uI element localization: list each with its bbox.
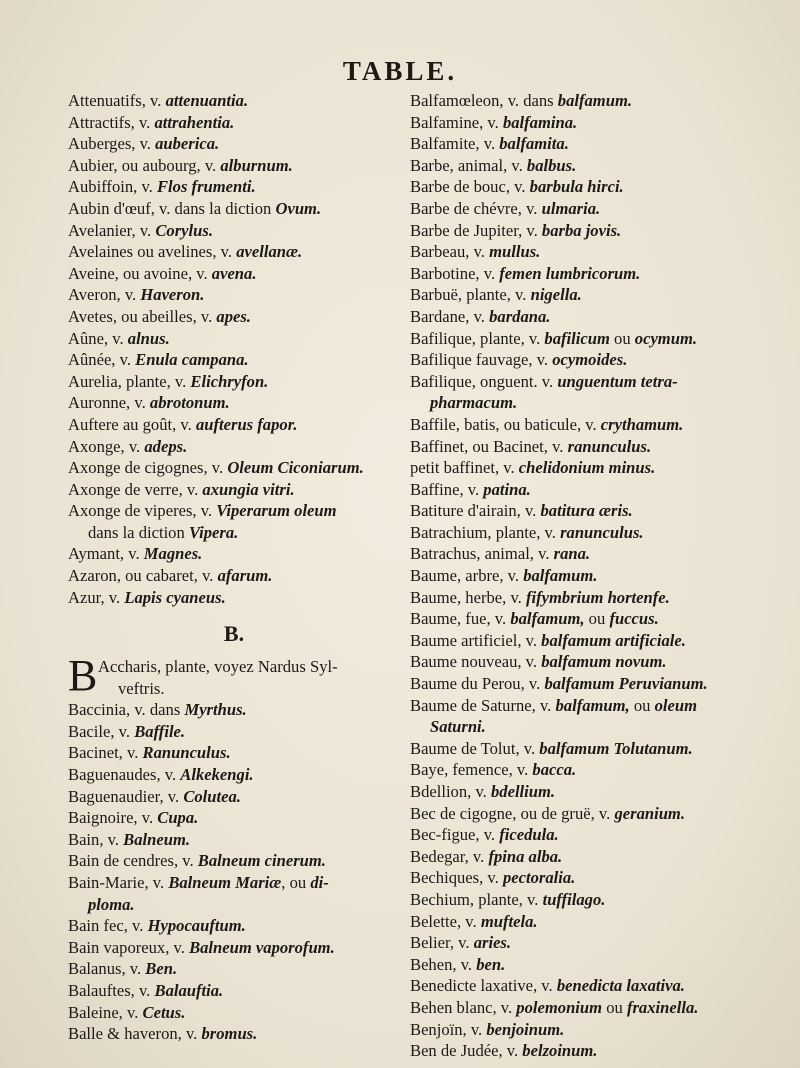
- entry-french: Auberges, v.: [68, 134, 151, 154]
- index-entry: [410, 932, 732, 954]
- entry-cont-latin: ploma.: [88, 894, 135, 914]
- entry-tail: ou: [602, 997, 623, 1017]
- entry-latin: femen lumbricorum.: [499, 263, 641, 283]
- index-entry: [68, 328, 400, 350]
- entry-latin: belzoinum.: [522, 1041, 598, 1061]
- entry-tail-latin: ocymum.: [634, 328, 697, 348]
- index-entry: [68, 436, 400, 458]
- dropcap-entry-latin: Nardus Syl-: [257, 657, 338, 677]
- entry-french: Baume, arbre, v.: [410, 566, 520, 586]
- entry-french: Aurelia, plante, v.: [68, 371, 187, 391]
- entry-french: Bechium, plante, v.: [410, 889, 539, 909]
- index-entry: [68, 500, 400, 543]
- entry-french: Bedegar, v.: [410, 846, 485, 866]
- index-entry: [410, 954, 732, 976]
- entry-tail-latin: fuccus.: [609, 609, 659, 629]
- entry-latin: bromus.: [201, 1024, 258, 1044]
- entry-french: Baguenaudier, v.: [68, 786, 180, 806]
- entry-latin: fpina alba.: [488, 846, 563, 866]
- index-entry: [410, 630, 732, 652]
- entry-latin: bacca.: [532, 760, 577, 780]
- entry-french: Ben de Judée, v.: [410, 1041, 519, 1061]
- entry-french: Axonge de verre, v.: [68, 479, 199, 499]
- index-entry: [68, 155, 400, 177]
- entry-french: Attractifs, v.: [68, 112, 151, 132]
- index-entry: [68, 112, 400, 134]
- index-entry: [68, 263, 400, 285]
- entry-french: Averon, v.: [68, 285, 137, 305]
- entry-french: Baume artificiel, v.: [410, 630, 538, 650]
- entry-latin: Magnes.: [143, 544, 203, 564]
- index-entry: [410, 436, 732, 458]
- entry-french: Aubiffoin, v.: [68, 177, 153, 197]
- entry-french: Behen blanc, v.: [410, 997, 513, 1017]
- entry-french: Bec-figue, v.: [410, 825, 496, 845]
- entry-french: Baume nouveau, v.: [410, 652, 538, 672]
- entry-latin: afarum.: [217, 566, 273, 586]
- entry-tail: ou: [629, 695, 651, 715]
- entry-latin: muftela.: [480, 911, 538, 931]
- entry-tail: , ou: [281, 873, 307, 892]
- entry-latin: Viperarum oleum: [216, 501, 337, 521]
- index-entry: [68, 392, 400, 414]
- entry-latin: chelidonium minus.: [518, 458, 656, 478]
- entry-french: Axonge, v.: [68, 436, 141, 456]
- entry-french: Attenuatifs, v.: [68, 91, 162, 110]
- entry-french: Bain de cendres, v.: [68, 851, 194, 871]
- drop-cap: B: [68, 651, 98, 701]
- entry-latin: nigella.: [530, 285, 582, 305]
- index-entry: [68, 915, 400, 937]
- entry-latin: Colutea.: [183, 786, 241, 806]
- entry-latin: Ranunculus.: [142, 743, 231, 763]
- entry-latin: attrahentia.: [154, 112, 235, 132]
- index-entry: [68, 90, 400, 112]
- entry-french: Balfamine, v.: [410, 112, 499, 132]
- entry-latin: fifymbrium hortenfe.: [525, 587, 670, 607]
- entry-french: Barbuë, plante, v.: [410, 285, 527, 305]
- entry-french: Belette, v.: [410, 911, 477, 931]
- entry-french: Baffinet, ou Bacinet, v.: [410, 436, 564, 456]
- entry-french: Bain, v.: [68, 829, 120, 849]
- entry-latin: Balneum vaporofum.: [189, 937, 335, 957]
- index-entry: [410, 90, 732, 112]
- entry-french: Bafilique fauvage, v.: [410, 350, 549, 370]
- entry-latin: balfamum Peruvianum.: [544, 674, 708, 694]
- entry-french: Avelaines ou avelines, v.: [68, 242, 233, 262]
- entry-french: Baguenaudes, v.: [68, 765, 177, 785]
- entry-latin: tuffilago.: [542, 889, 606, 909]
- entry-tail-latin: oleum: [654, 695, 698, 715]
- entry-tail: ou: [584, 609, 606, 629]
- entry-latin: Balauftia.: [154, 980, 224, 1000]
- entry-latin: ocymoides.: [552, 350, 628, 370]
- entry-latin: mullus.: [489, 242, 541, 262]
- index-entry: [410, 803, 732, 825]
- entry-french: Bacinet, v.: [68, 743, 139, 763]
- entry-french: Bardane, v.: [410, 306, 485, 326]
- entry-latin: Flos frumenti.: [156, 177, 256, 197]
- entry-latin: balfamum artificiale.: [541, 630, 686, 650]
- entry-french: Bacile, v.: [68, 721, 131, 741]
- entry-french: Axonge de cigognes, v.: [68, 458, 224, 478]
- entry-french: Auronne, v.: [68, 393, 146, 413]
- index-entry: [410, 349, 732, 371]
- entry-latin: Baffile.: [134, 721, 186, 741]
- entry-latin: balfamum.: [557, 91, 632, 110]
- entry-french: Bafilique, onguent. v.: [410, 371, 554, 391]
- entry-latin: Ben.: [145, 959, 178, 979]
- index-entry: [410, 975, 732, 997]
- entry-french: Baye, femence, v.: [410, 760, 529, 780]
- entry-latin: avellanæ.: [236, 242, 303, 262]
- index-entry: [68, 565, 400, 587]
- entry-french: Bechiques, v.: [410, 868, 499, 888]
- dropcap-entry: [68, 651, 400, 701]
- entry-french: Baume, herbe, v.: [410, 587, 522, 607]
- entry-french: Barbe de chévre, v.: [410, 198, 538, 218]
- section-letter-b: B.: [223, 621, 245, 647]
- entry-latin: apes.: [216, 306, 251, 326]
- entry-french: Bec de cigogne, ou de gruë, v.: [410, 803, 611, 823]
- index-entry: [410, 500, 732, 522]
- index-entry: [68, 1023, 400, 1045]
- entry-french: Benjoïn, v.: [410, 1019, 483, 1039]
- entry-french: Bain fec, v.: [68, 916, 144, 936]
- entry-latin: rana.: [553, 544, 591, 564]
- entry-continuation: [68, 894, 400, 916]
- index-entry: [410, 781, 732, 803]
- index-entry: [410, 133, 732, 155]
- index-entry: [410, 220, 732, 242]
- index-entry: [68, 306, 400, 328]
- entry-french: Avelanier, v.: [68, 220, 152, 240]
- right-entries: [410, 90, 732, 1062]
- dropcap-entry-text: Accharis, plante, voyez: [98, 657, 254, 677]
- entry-cont-french: dans la diction: [88, 522, 185, 542]
- entry-french: Axonge de viperes, v.: [68, 501, 213, 521]
- index-entry: [410, 328, 732, 350]
- entry-french: Barbeau, v.: [410, 242, 485, 262]
- index-entry: [410, 284, 732, 306]
- index-entry: [68, 284, 400, 306]
- entry-cont-latin: pharmacum.: [430, 393, 518, 413]
- entry-latin: Lapis cyaneus.: [124, 587, 226, 607]
- index-entry: [68, 721, 400, 743]
- index-entry: [410, 911, 732, 933]
- index-entry: [410, 522, 732, 544]
- index-entry: [68, 198, 400, 220]
- entry-latin: patina.: [483, 479, 531, 499]
- entry-french: Balanus, v.: [68, 959, 142, 979]
- entry-french: Baume de Saturne, v.: [410, 695, 552, 715]
- entry-cont-latin: Vipera.: [188, 522, 239, 542]
- entry-french: Baignoire, v.: [68, 808, 154, 828]
- entry-latin: avena.: [211, 263, 257, 283]
- entry-latin: Alkekengi.: [180, 765, 254, 785]
- entry-tail: ou: [609, 328, 631, 348]
- entry-french: Behen, v.: [410, 954, 473, 974]
- entry-french: Barbe de bouc, v.: [410, 177, 526, 197]
- entry-latin: unguentum tetra-: [557, 371, 678, 391]
- entry-french: Azur, v.: [68, 587, 121, 607]
- entry-latin: Balneum cinerum.: [197, 851, 326, 871]
- index-entry: [68, 872, 400, 915]
- entry-latin: Ovum.: [275, 198, 322, 218]
- entry-latin: auberica.: [155, 134, 220, 154]
- index-entry: [68, 742, 400, 764]
- index-entry: [410, 867, 732, 889]
- entry-latin: batitura æris.: [540, 501, 633, 521]
- entry-french: Avetes, ou abeilles, v.: [68, 306, 213, 326]
- entry-latin: Balneum Mariæ: [168, 873, 282, 892]
- entry-latin: barbula hirci.: [529, 177, 624, 197]
- index-entry: [410, 241, 732, 263]
- left-a-entries: [68, 90, 400, 608]
- index-entry: [68, 220, 400, 242]
- entry-latin: pectoralia.: [502, 868, 576, 888]
- entry-latin: Corylus.: [155, 220, 213, 240]
- entry-latin: alburnum.: [220, 155, 293, 175]
- entry-latin: crythamum.: [600, 414, 684, 434]
- entry-french: Aubin d'œuf, v. dans la diction: [68, 198, 272, 218]
- entry-french: Baffile, batis, ou baticule, v.: [410, 414, 597, 434]
- entry-french: Bafilique, plante, v.: [410, 328, 541, 348]
- entry-french: Baume du Perou, v.: [410, 674, 541, 694]
- entry-french: Batrachium, plante, v.: [410, 522, 556, 542]
- index-entry: [410, 824, 732, 846]
- entry-latin: Elichryfon.: [190, 371, 269, 391]
- index-entry: [410, 651, 732, 673]
- entry-latin: bdellium.: [490, 782, 556, 801]
- entry-latin: ficedula.: [499, 825, 559, 845]
- entry-latin: alnus.: [127, 328, 170, 348]
- entry-french: Aûnée, v.: [68, 350, 131, 370]
- entry-french: Bdellion, v.: [410, 782, 487, 801]
- entry-continuation: [68, 522, 400, 544]
- left-b-entries: [68, 699, 400, 1045]
- index-entry: [68, 829, 400, 851]
- index-entry: [410, 371, 732, 414]
- entry-french: Baume de Tolut, v.: [410, 738, 536, 758]
- index-entry: [410, 759, 732, 781]
- index-entry: [410, 1040, 732, 1062]
- entry-french: Baleine, v.: [68, 1002, 139, 1022]
- index-entry: [68, 980, 400, 1002]
- index-entry: [68, 807, 400, 829]
- entry-french: Aubier, ou aubourg, v.: [68, 155, 217, 175]
- entry-latin: bafilicum: [544, 328, 610, 348]
- entry-latin: Cupa.: [157, 808, 199, 828]
- index-entry: [68, 543, 400, 565]
- entry-latin: balfamita.: [499, 134, 569, 154]
- entry-continuation: [410, 392, 732, 414]
- entry-latin: Cetus.: [142, 1002, 186, 1022]
- index-entry: [68, 764, 400, 786]
- index-entry: [68, 786, 400, 808]
- index-entry: [68, 937, 400, 959]
- entry-latin: ranunculus.: [560, 522, 644, 542]
- entry-tail-latin: di-: [310, 873, 329, 892]
- index-entry: [410, 112, 732, 134]
- index-entry: [68, 699, 400, 721]
- entry-latin: barba jovis.: [541, 220, 622, 240]
- entry-latin: Myrthus.: [184, 700, 247, 720]
- page-title: TABLE.: [342, 56, 458, 86]
- entry-latin: balfamum novum.: [541, 652, 667, 672]
- index-entry: [410, 176, 732, 198]
- entry-latin: balfamum Tolutanum.: [539, 738, 693, 758]
- entry-latin: balfamum,: [555, 695, 630, 715]
- entry-latin: adeps.: [144, 436, 188, 456]
- left-column: [68, 90, 400, 1045]
- index-entry: [410, 673, 732, 695]
- entry-latin: aries.: [473, 933, 512, 953]
- index-entry: [68, 176, 400, 198]
- entry-latin: polemonium: [516, 997, 603, 1017]
- entry-french: Batiture d'airain, v.: [410, 501, 537, 521]
- entry-french: Balfamite, v.: [410, 134, 496, 154]
- index-entry: [410, 695, 732, 738]
- entry-latin: benjoinum.: [486, 1019, 565, 1039]
- entry-french: Balauftes, v.: [68, 980, 151, 1000]
- entry-french: Baffine, v.: [410, 479, 480, 499]
- index-entry: [410, 306, 732, 328]
- entry-latin: Oleum Ciconiarum.: [227, 458, 364, 478]
- entry-french: Barbotine, v.: [410, 263, 496, 283]
- entry-french: Barbe, animal, v.: [410, 155, 523, 175]
- entry-latin: benedicta laxativa.: [556, 976, 685, 996]
- entry-french: Azaron, ou cabaret, v.: [68, 566, 214, 586]
- entry-french: Bain-Marie, v.: [68, 873, 165, 892]
- entry-latin: balfamina.: [502, 112, 578, 132]
- index-entry: [410, 155, 732, 177]
- entry-french: Batrachus, animal, v.: [410, 544, 550, 564]
- index-entry: [68, 457, 400, 479]
- entry-french: Auftere au goût, v.: [68, 414, 192, 434]
- entry-latin: Haveron.: [140, 285, 205, 305]
- entry-latin: geranium.: [614, 803, 685, 823]
- index-entry: [68, 349, 400, 371]
- entry-french: Bain vaporeux, v.: [68, 937, 185, 957]
- entry-latin: balfamum.: [523, 566, 598, 586]
- entry-french: Baccinia, v. dans: [68, 700, 181, 720]
- entry-latin: attenuantia.: [165, 91, 249, 110]
- entry-latin: ranunculus.: [567, 436, 652, 456]
- index-entry: [410, 414, 732, 436]
- entry-french: Balle & haveron, v.: [68, 1024, 198, 1044]
- index-entry: [68, 1002, 400, 1024]
- dropcap-entry-latin-cont: veftris.: [118, 678, 165, 698]
- index-entry: [68, 479, 400, 501]
- index-entry: [410, 889, 732, 911]
- index-entry: [410, 608, 732, 630]
- index-entry: [410, 587, 732, 609]
- index-entry: [68, 587, 400, 609]
- index-entry: [410, 738, 732, 760]
- entry-latin: balfamum,: [510, 609, 585, 629]
- index-entry: [68, 241, 400, 263]
- entry-french: Baume, fue, v.: [410, 609, 507, 629]
- index-entry: [410, 198, 732, 220]
- entry-latin: Hypocauftum.: [147, 916, 246, 936]
- index-entry: [410, 1019, 732, 1041]
- index-entry: [410, 457, 732, 479]
- index-entry: [68, 371, 400, 393]
- entry-french: petit baffinet, v.: [410, 458, 515, 478]
- entry-latin: bardana.: [489, 306, 551, 326]
- index-entry: [68, 133, 400, 155]
- index-entry: [410, 479, 732, 501]
- entry-cont-latin: Saturni.: [430, 717, 486, 737]
- entry-french: Benedicte laxative, v.: [410, 976, 553, 996]
- entry-tail-latin: fraxinella.: [626, 997, 699, 1017]
- entry-latin: axungia vitri.: [202, 479, 295, 499]
- index-entry: [68, 850, 400, 872]
- index-entry: [410, 543, 732, 565]
- entry-french: Aveine, ou avoine, v.: [68, 263, 208, 283]
- entry-latin: ben.: [476, 954, 506, 974]
- entry-latin: balbus.: [526, 155, 577, 175]
- entry-latin: abrotonum.: [149, 393, 230, 413]
- entry-french: Aûne, v.: [68, 328, 124, 348]
- entry-latin: aufterus fapor.: [195, 414, 298, 434]
- index-entry: [68, 414, 400, 436]
- right-column: [410, 90, 732, 1062]
- entry-french: Belier, v.: [410, 933, 470, 953]
- entry-latin: Balneum.: [123, 829, 191, 849]
- index-entry: [410, 565, 732, 587]
- entry-french: Aymant, v.: [68, 544, 140, 564]
- index-entry: [410, 997, 732, 1019]
- index-entry: [68, 958, 400, 980]
- entry-french: Balfamœleon, v. dans: [410, 91, 554, 110]
- entry-latin: ulmaria.: [541, 198, 601, 218]
- entry-french: Barbe de Jupiter, v.: [410, 220, 538, 240]
- entry-continuation: [410, 716, 732, 738]
- entry-latin: Enula campana.: [135, 350, 249, 370]
- index-entry: [410, 846, 732, 868]
- index-entry: [410, 263, 732, 285]
